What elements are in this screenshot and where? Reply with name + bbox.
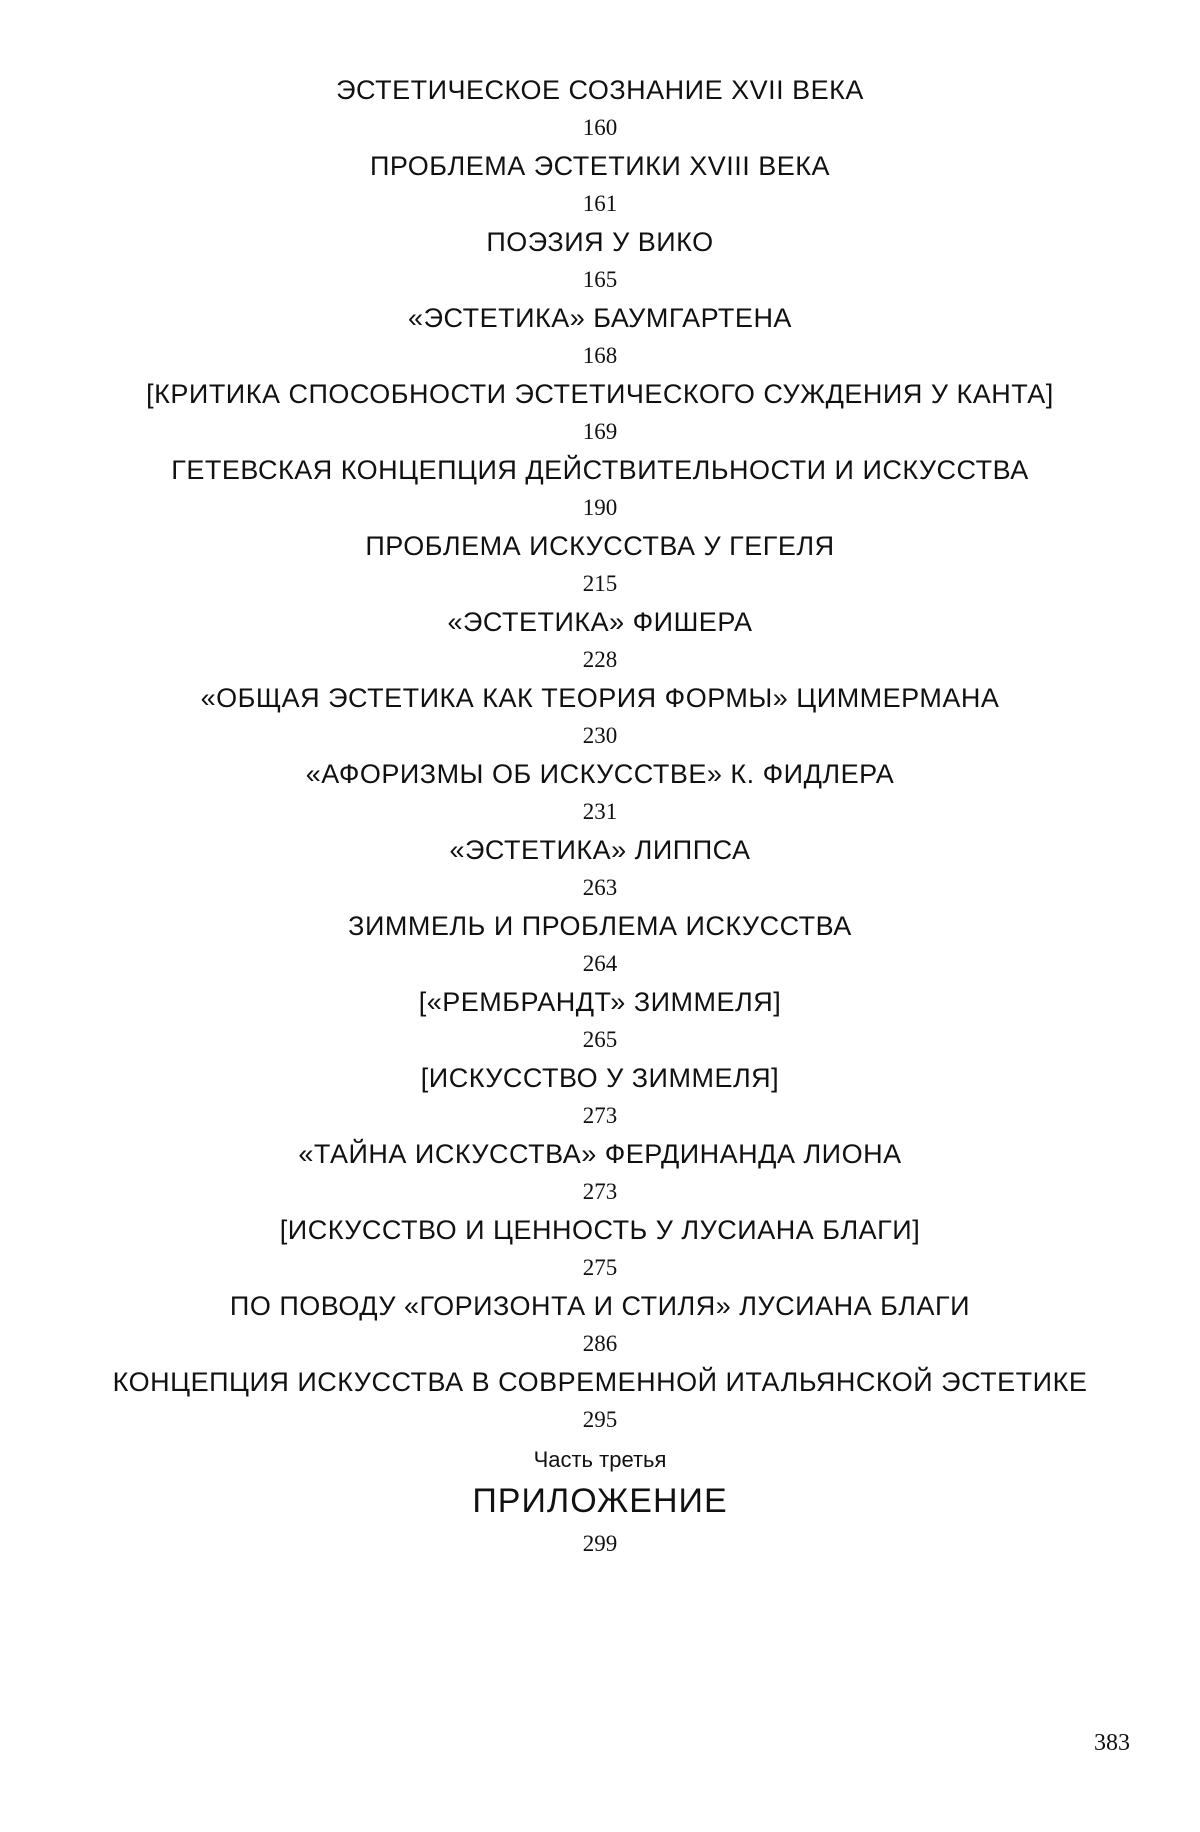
toc-entry-page: 264 bbox=[582, 951, 618, 976]
toc-entry bbox=[0, 832, 1200, 908]
toc-entry-title: «ТАЙНА ИСКУССТВА» ФЕРДИНАНДА ЛИОНА bbox=[298, 1139, 902, 1169]
toc-entry-title: ПО ПОВОДУ «ГОРИЗОНТА И СТИЛЯ» ЛУСИАНА БЛАГИ bbox=[229, 1291, 971, 1321]
toc-entry bbox=[0, 452, 1200, 528]
toc-entry bbox=[0, 1212, 1200, 1288]
toc-entry-page: 169 bbox=[582, 419, 618, 444]
toc-entry-title: КОНЦЕПЦИЯ ИСКУССТВА В СОВРЕМЕННОЙ ИТАЛЬЯНСКОЙ ЭСТЕТИКЕ bbox=[112, 1367, 1088, 1397]
toc-entry-page: 230 bbox=[582, 723, 618, 748]
toc-entry-title: ПРОБЛЕМА ИСКУССТВА У ГЕГЕЛЯ bbox=[365, 531, 835, 561]
toc-entry-title: [ИСКУССТВО У ЗИММЕЛЯ] bbox=[420, 1063, 780, 1093]
toc-entry-title: «ЭСТЕТИКА» ФИШЕРА bbox=[447, 607, 753, 637]
toc-entry-page: 168 bbox=[582, 343, 618, 368]
toc-entry bbox=[0, 1136, 1200, 1212]
toc-entry-page: 265 bbox=[582, 1027, 618, 1052]
toc-entry-title: [КРИТИКА СПОСОБНОСТИ ЭСТЕТИЧЕСКОГО СУЖДЕНИЯ У КАНТА] bbox=[146, 379, 1054, 409]
toc-entry-page: 286 bbox=[582, 1331, 618, 1356]
toc-entry-title: ГЕТЕВСКАЯ КОНЦЕПЦИЯ ДЕЙСТВИТЕЛЬНОСТИ И ИСКУССТВА bbox=[171, 455, 1029, 485]
toc-entry-title: ЗИММЕЛЬ И ПРОБЛЕМА ИСКУССТВА bbox=[348, 911, 852, 941]
toc-entry bbox=[0, 376, 1200, 452]
toc-entry-page: 190 bbox=[582, 495, 618, 520]
toc-entry bbox=[0, 756, 1200, 832]
toc-entry bbox=[0, 680, 1200, 756]
toc-entry-page: 263 bbox=[582, 875, 618, 900]
toc-entry-title: «АФОРИЗМЫ ОБ ИСКУССТВЕ» К. ФИДЛЕРА bbox=[305, 759, 895, 789]
toc-entry bbox=[0, 604, 1200, 680]
toc-entry bbox=[0, 528, 1200, 604]
toc-entry-page: 273 bbox=[582, 1179, 618, 1204]
toc-entry-page: 161 bbox=[582, 191, 618, 216]
toc-entry-page: 165 bbox=[582, 267, 618, 292]
page-number: 383 bbox=[1094, 1730, 1130, 1756]
toc-entry-title: ПРОБЛЕМА ЭСТЕТИКИ XVIII ВЕКА bbox=[369, 151, 831, 181]
toc-entry bbox=[0, 1364, 1200, 1440]
toc-entry bbox=[0, 984, 1200, 1060]
toc-entry-title: «ЭСТЕТИКА» БАУМГАРТЕНА bbox=[408, 303, 792, 333]
toc-entry-title: ПОЭЗИЯ У ВИКО bbox=[486, 227, 714, 257]
toc-entry-title: [ИСКУССТВО И ЦЕННОСТЬ У ЛУСИАНА БЛАГИ] bbox=[279, 1215, 921, 1245]
part-title: ПРИЛОЖЕНИЕ bbox=[472, 1482, 728, 1520]
toc-entry-title: ЭСТЕТИЧЕСКОЕ СОЗНАНИЕ XVII ВЕКА bbox=[336, 75, 864, 105]
toc-entry-page: 228 bbox=[582, 647, 618, 672]
toc-entry-title: «ОБЩАЯ ЭСТЕТИКА КАК ТЕОРИЯ ФОРМЫ» ЦИММЕРМАНА bbox=[200, 683, 1000, 713]
toc-entry bbox=[0, 1288, 1200, 1364]
toc-entry-page: 295 bbox=[582, 1407, 618, 1432]
toc-entry-title: [«РЕМБРАНДТ» ЗИММЕЛЯ] bbox=[418, 987, 782, 1017]
toc-entry bbox=[0, 1060, 1200, 1136]
toc-entry bbox=[0, 224, 1200, 300]
toc-entry bbox=[0, 148, 1200, 224]
part-page: 299 bbox=[582, 1531, 618, 1556]
toc-entry bbox=[0, 908, 1200, 984]
part-heading bbox=[0, 1442, 1200, 1564]
toc-entry-page: 215 bbox=[582, 571, 618, 596]
part-label: Часть третья bbox=[533, 1447, 667, 1472]
toc-entry bbox=[0, 300, 1200, 376]
toc-entry-page: 160 bbox=[582, 115, 618, 140]
toc-entry bbox=[0, 72, 1200, 148]
toc-entry-page: 275 bbox=[582, 1255, 618, 1280]
table-of-contents bbox=[0, 72, 1200, 1564]
toc-entry-page: 231 bbox=[582, 799, 618, 824]
toc-entry-page: 273 bbox=[582, 1103, 618, 1128]
toc-entry-title: «ЭСТЕТИКА» ЛИППСА bbox=[449, 835, 751, 865]
